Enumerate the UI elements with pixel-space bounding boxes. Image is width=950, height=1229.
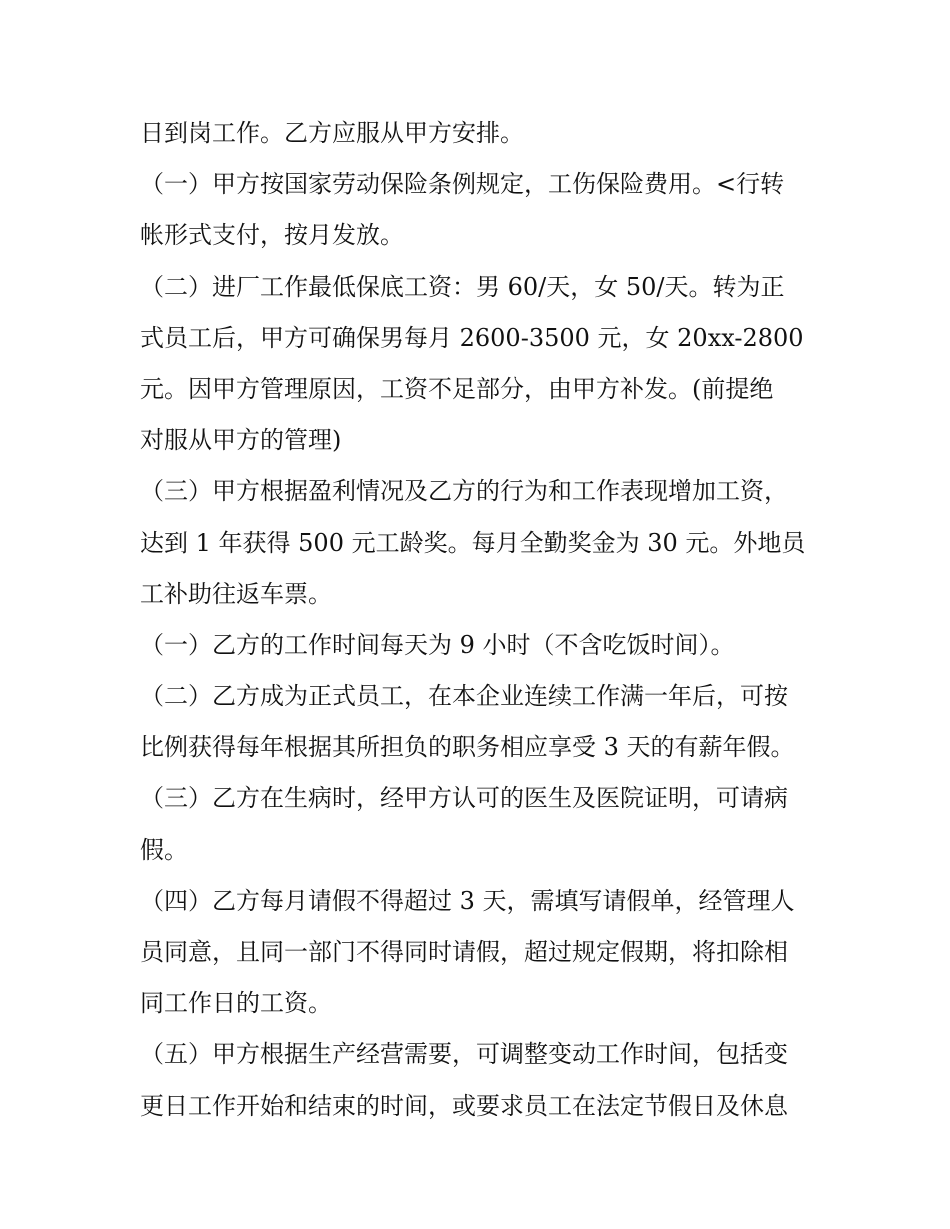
text-line-14: （三）乙方在生病时，经甲方认可的医生及医院证明，可请病 bbox=[140, 784, 788, 813]
text-line-3: 帐形式支付，按月发放。 bbox=[140, 221, 404, 250]
text-line-9: 达到 1 年获得 500 元工龄奖。每月全勤奖金为 30 元。外地员 bbox=[140, 528, 806, 557]
text-line-10: 工补助往返车票。 bbox=[140, 579, 332, 608]
text-line-15: 假。 bbox=[140, 835, 188, 864]
text-line-11: （一）乙方的工作时间每天为 9 小时（不含吃饭时间）。 bbox=[140, 630, 735, 659]
text-line-12: （二）乙方成为正式员工，在本企业连续工作满一年后，可按 bbox=[140, 682, 788, 711]
text-line-16: （四）乙方每月请假不得超过 3 天，需填写请假单，经管理人 bbox=[140, 886, 795, 915]
text-line-5: 式员工后，甲方可确保男每月 2600-3500 元，女 20xx-2800 bbox=[140, 323, 804, 352]
text-line-17: 员同意，且同一部门不得同时请假，超过规定假期，将扣除相 bbox=[140, 938, 788, 966]
text-line-7: 对服从甲方的管理) bbox=[140, 426, 342, 455]
text-line-8: （三）甲方根据盈利情况及乙方的行为和工作表现增加工资， bbox=[140, 477, 788, 506]
text-line-18: 同工作日的工资。 bbox=[140, 989, 332, 1018]
text-line-13: 比例获得每年根据其所担负的职务相应享受 3 天的有薪年假。 bbox=[140, 733, 795, 762]
text-line-20: 更日工作开始和结束的时间，或要求员工在法定节假日及休息 bbox=[140, 1091, 788, 1120]
text-line-6: 元。因甲方管理原因，工资不足部分，由甲方补发。(前提绝 bbox=[140, 374, 774, 403]
text-line-19: （五）甲方根据生产经营需要，可调整变动工作时间，包括变 bbox=[140, 1040, 788, 1069]
text-line-2: （一）甲方按国家劳动保险条例规定，工伤保险费用。<行转 bbox=[140, 170, 785, 199]
text-line-1: 日到岗工作。乙方应服从甲方安排。 bbox=[140, 119, 524, 147]
text-line-4: （二）进厂工作最低保底工资：男 60/天，女 50/天。转为正 bbox=[140, 272, 785, 301]
contract-text bbox=[140, 108, 820, 1132]
